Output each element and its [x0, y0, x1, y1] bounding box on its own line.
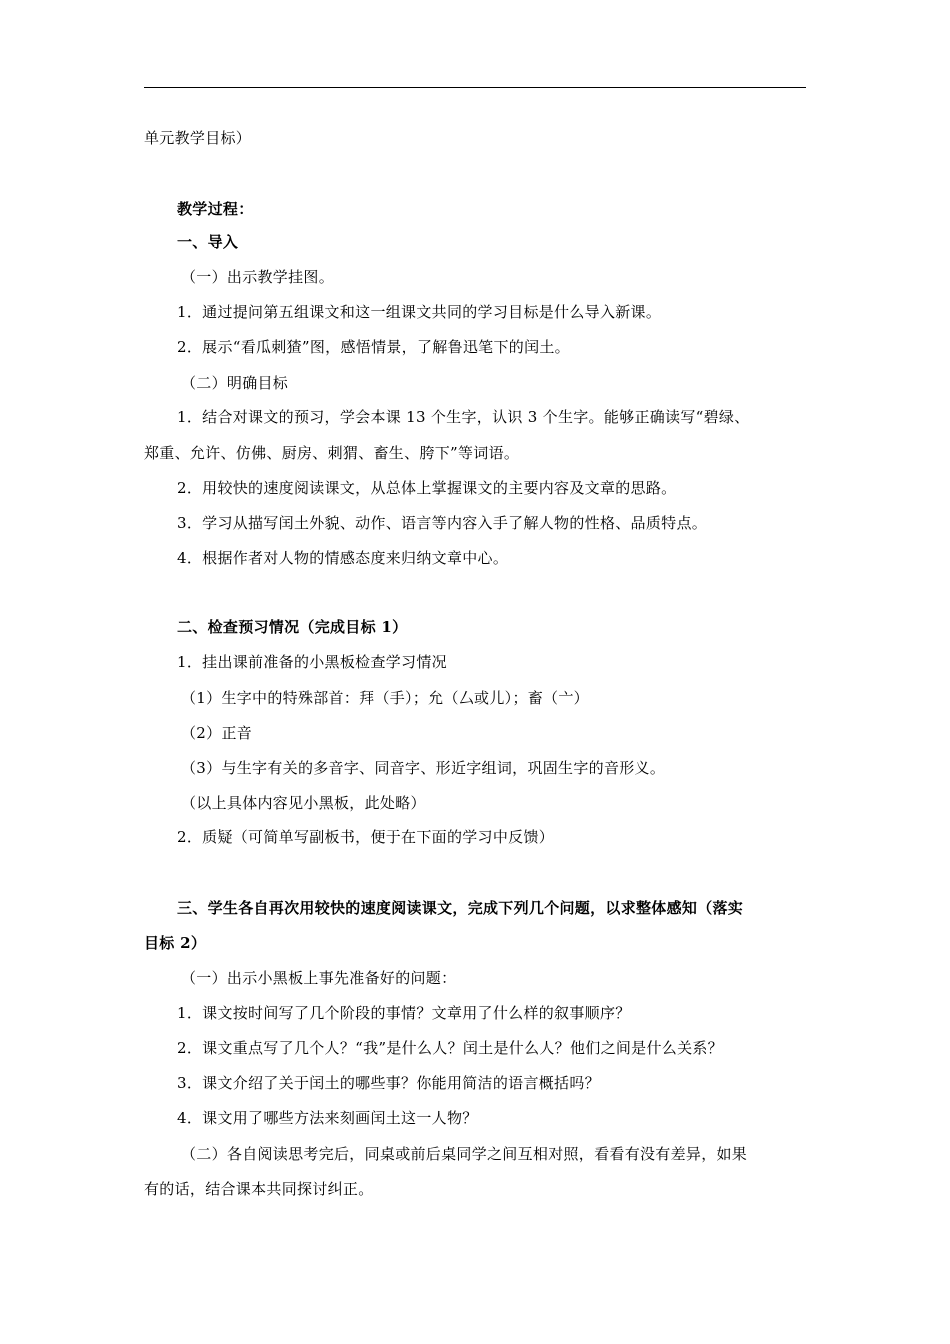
section2-title: 二、检查预习情况（完成目标 1）	[177, 618, 408, 636]
section2-sub1: （1）生字中的特殊部首：拜（手）；允（厶或儿）；畜（亠）	[181, 689, 589, 707]
section1-sub1: （一）出示教学挂图。	[181, 268, 335, 286]
section3-title-line1: 三、学生各自再次用较快的速度阅读课文，完成下列几个问题，以求整体感知（落实	[177, 899, 744, 917]
section3-sub2-line1: （二）各自阅读思考完后，同桌或前后桌同学之间互相对照，看看有没有差异，如果	[181, 1145, 748, 1163]
section1-item1: 1．通过提问第五组课文和这一组课文共同的学习目标是什么导入新课。	[177, 303, 662, 321]
section3-q3: 3．课文介绍了关于闰土的哪些事？你能用简洁的语言概括吗？	[177, 1074, 600, 1092]
section1-goal1-line1: 1．结合对课文的预习，学会本课 13 个生字，认识 3 个生字。能够正确读写“碧绿、	[177, 408, 750, 426]
process-title: 教学过程：	[177, 200, 254, 218]
section3-sub2-line2: 有的话，结合课本共同探讨纠正。	[144, 1180, 374, 1198]
header-tail-text: 单元教学目标）	[144, 129, 252, 147]
section2-sub2: （2）正音	[181, 724, 253, 742]
section1-goal2: 2．用较快的速度阅读课文，从总体上掌握课文的主要内容及文章的思路。	[177, 479, 677, 497]
header-rule	[144, 87, 806, 88]
section3-sub1: （一）出示小黑板上事先准备好的问题：	[181, 969, 457, 987]
section3-q1: 1．课文按时间写了几个阶段的事情？文章用了什么样的叙事顺序？	[177, 1004, 631, 1022]
section1-title: 一、导入	[177, 233, 239, 251]
section1-goal1-line2: 郑重、允许、仿佛、厨房、刺猬、畜生、胯下”等词语。	[144, 444, 520, 462]
section1-goal3: 3．学习从描写闰土外貌、动作、语言等内容入手了解人物的性格、品质特点。	[177, 514, 708, 532]
section2-item1: 1．挂出课前准备的小黑板检查学习情况	[177, 653, 447, 671]
section3-title-line2: 目标 2）	[144, 934, 207, 952]
section3-q4: 4．课文用了哪些方法来刻画闰土这一人物？	[177, 1109, 478, 1127]
section1-sub2: （二）明确目标	[181, 374, 289, 392]
section2-sub3: （3）与生字有关的多音字、同音字、形近字组词，巩固生字的音形义。	[181, 759, 666, 777]
section1-goal4: 4．根据作者对人物的情感态度来归纳文章中心。	[177, 549, 509, 567]
section2-item2: 2．质疑（可简单写副板书，便于在下面的学习中反馈）	[177, 828, 555, 846]
section3-q2: 2．课文重点写了几个人？“我”是什么人？闰土是什么人？他们之间是什么关系？	[177, 1039, 723, 1057]
section1-item2: 2．展示“看瓜刺猹”图，感悟情景，了解鲁迅笔下的闰土。	[177, 338, 570, 356]
section2-note: （以上具体内容见小黑板，此处略）	[181, 794, 426, 812]
